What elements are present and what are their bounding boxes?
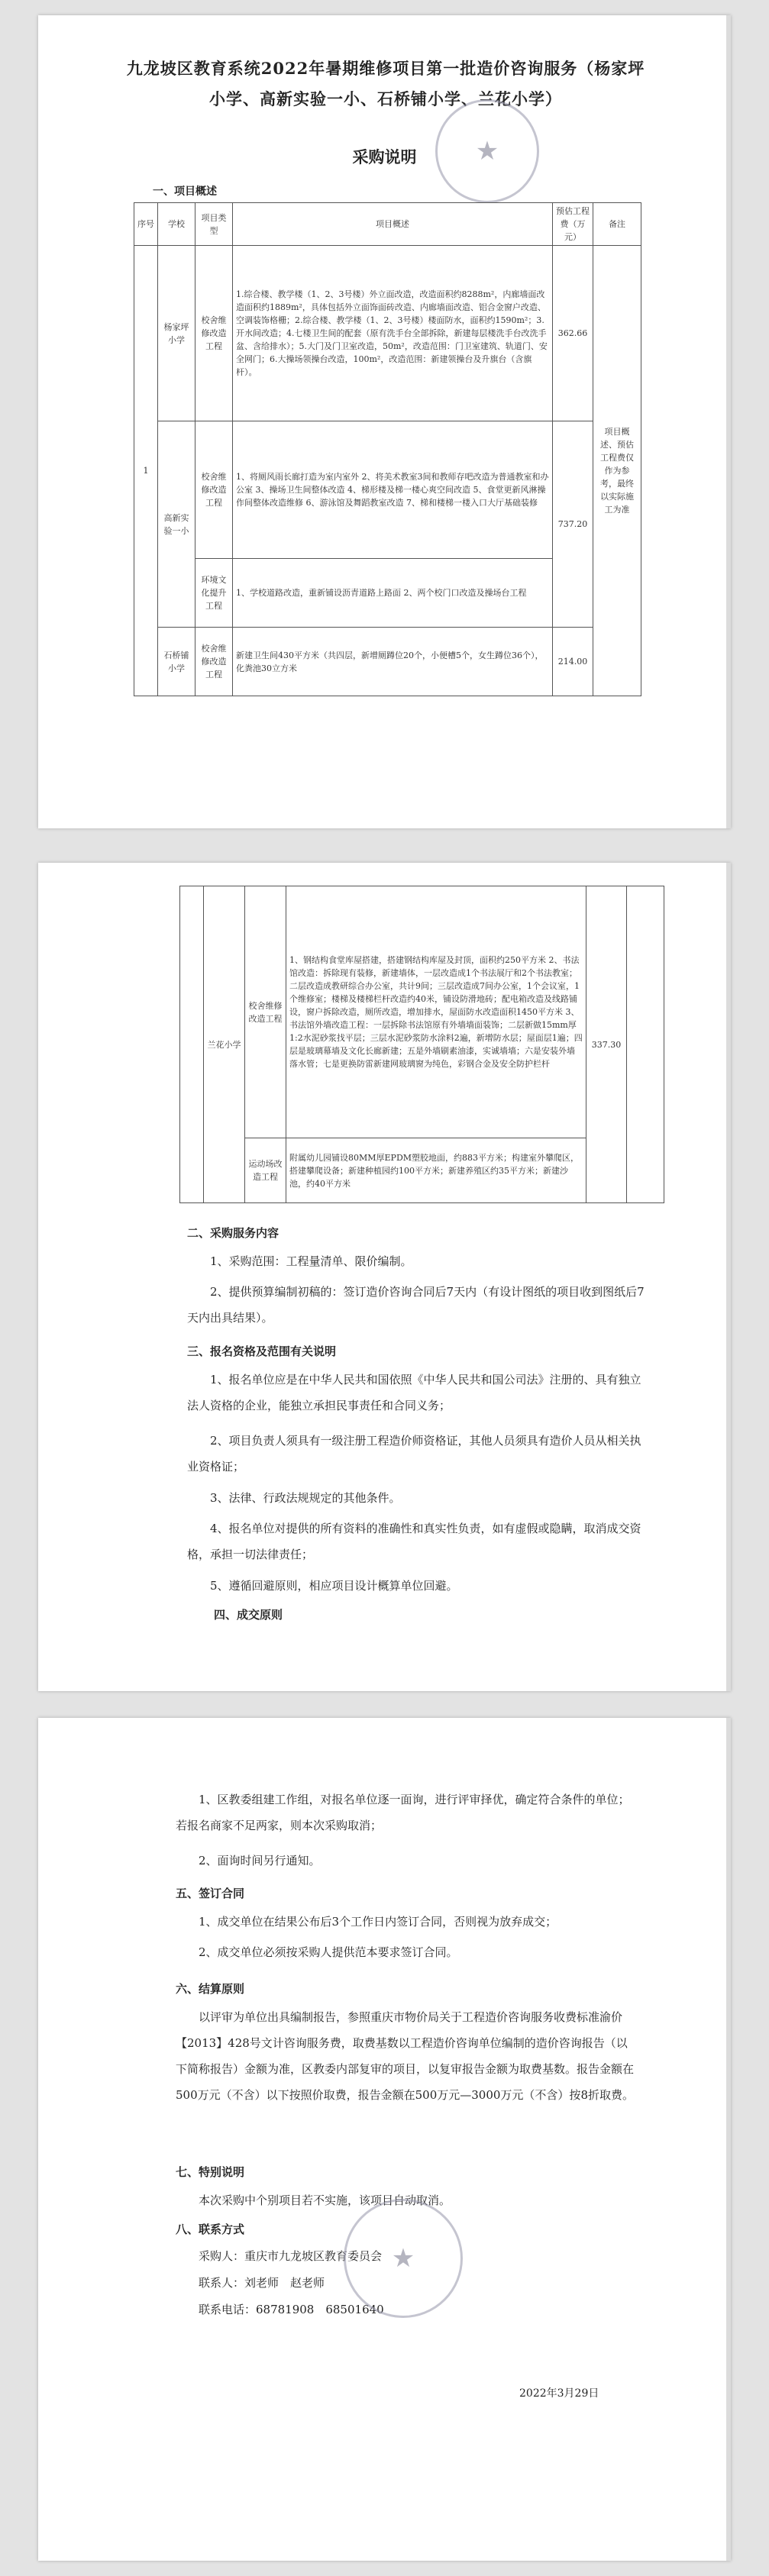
cell-budget: 337.30 [586, 886, 627, 1203]
project-table [134, 202, 641, 696]
document-title: 九龙坡区教育系统2022年暑期维修项目第一批造价咨询服务（杨家坪小学、高新实验一小、石桥铺小学、兰花小学） [126, 59, 645, 108]
official-seal: ★ [435, 99, 539, 203]
cell-summary: 1.综合楼、教学楼（1、2、3号楼）外立面改造，改造面积约8288m²，内廊墙面改造面积约1889m²，具体包括外立面饰面砖改造、内廊墙面改造、铝合金窗户改造、空调装饰格栅；2.综合楼、教学楼（1、2、3号楼）楼面防水，面积约1590m²；3.开水间改造；4.七楼卫生间的配套（原有洗手台全部拆除，新建每层楼洗手台改洗手盆、含给排水）；5.大门及门卫室改造，50m²，改造范围：门卫室建筑、轨道门、安全网门；6.大操场领操台改造，100m²，改造范围：新建领操台及升旗台（含旗杆）。 [233, 246, 553, 421]
contact-phone: 联系电话：68781908 68501640 [199, 2303, 384, 2316]
scan-edge [726, 1718, 731, 2561]
page-2 [38, 863, 731, 1691]
cell-summary: 1、钢结构食堂库屋搭建，搭建钢结构库屋及封顶，面积约250平方米 2、书法馆改造：拆除现有装修，新建墙体，一层改造成1个书法展厅和2个书法教室；二层改造成教研综合办公室，共计9间；三层改造成7间办公室，1个会议室，1个维修室；楼梯及楼梯栏杆改造约40米，铺设防滑地砖；配电箱改造及线路铺设，窗户拆除改造，厕所改造，增加排水，屋面防水改造面积1450平方米 3、书法馆外墙改造工程：一层拆除书法馆原有外墙墙面装饰；二层新做15mm厚1:2水泥砂浆找平层；三层水泥砂浆防水涂料2遍，新增防水层；屋面层1遍；四层是玻璃幕墙及文化长廊新建；五是外墙刷素油漆，实诚墙墙；六是安装外墙落水管；七是更换防雷新建网玻璃窗为纯色，彩钢合金及安全防护栏杆 [286, 886, 586, 1138]
col-school: 学校 [158, 203, 195, 246]
cell-school: 高新实验一小 [158, 421, 195, 628]
col-budget: 预估工程费（万元） [553, 203, 593, 246]
table-row [180, 886, 664, 1138]
scan-edge [726, 863, 731, 1691]
cell-note [627, 886, 664, 1203]
cell-budget: 737.20 [553, 421, 593, 628]
document-date: 2022年3月29日 [519, 2387, 599, 2400]
section-3-item: 5、遵循回避原则，相应项目设计概算单位回避。 [210, 1579, 458, 1593]
cell-summary: 新建卫生间430平方米（共四层，新增厕蹲位20个，小便槽5个，女生蹲位36个），化粪池30立方米 [233, 628, 553, 696]
section-8-heading: 八、联系方式 [176, 2223, 245, 2236]
cell-budget: 214.00 [553, 628, 593, 696]
col-type: 项目类型 [195, 203, 233, 246]
cell-school: 石桥铺小学 [158, 628, 195, 696]
section-3-item: 1、报名单位应是在中华人民共和国依照《中华人民共和国公司法》注册的、具有独立法人资格的企业，能独立承担民事责任和合同义务； [187, 1373, 641, 1412]
section-4-item: 2、面询时间另行通知。 [199, 1854, 321, 1867]
contact-buyer: 采购人：重庆市九龙坡区教育委员会 [199, 2249, 383, 2263]
section-2-item: 1、采购范围：工程量清单、限价编制。 [210, 1254, 412, 1268]
official-seal: ★ [344, 2199, 463, 2318]
page-3 [38, 1718, 731, 2561]
cell-type: 校舍维修改造工程 [195, 628, 233, 696]
cell-type: 环境文化提升工程 [195, 559, 233, 628]
cell-no: 1 [134, 246, 158, 696]
section-3-item: 2、项目负责人须具有一级注册工程造价师资格证，其他人员须具有造价人员从相关执业资格证； [187, 1434, 641, 1474]
section-3-item: 4、报名单位对提供的所有资料的准确性和真实性负责，如有虚假或隐瞒，取消成交资格，承担一切法律责任； [187, 1522, 641, 1561]
section-7-heading: 七、特别说明 [176, 2165, 245, 2179]
cell-school: 杨家坪小学 [158, 246, 195, 421]
cell-budget: 362.66 [553, 246, 593, 421]
table-row [134, 628, 641, 696]
cell-no [180, 886, 204, 1203]
cell-type: 校舍维修改造工程 [245, 886, 286, 1138]
section-4-heading: 四、成交原则 [214, 1608, 283, 1622]
col-no: 序号 [134, 203, 158, 246]
cell-summary: 附属幼儿园铺设80MM厚EPDM塑胶地面，约883平方米；构建室外攀爬区，搭建攀爬设备；新建种植园约100平方米；新建养殖区约35平方米；新建沙池，约40平方米 [286, 1138, 586, 1203]
table-row [134, 246, 641, 421]
section-5-item: 1、成交单位在结果公布后3个工作日内签订合同，否则视为放弃成交； [199, 1915, 557, 1929]
cell-summary: 1、将厕风雨长廊打造为室内室外 2、将美术教室3间和教师存吧改造为普通教室和办公室 3、操场卫生间整体改造 4、梯形楼及梯一楼心爽空间改造 5、食堂更新风淋操作间整体改造维修 6、游泳馆及舞蹈教室改造 7、梯和楼梯一楼入口大厅基础装修 [233, 421, 553, 559]
section-6-text: 以评审为单位出具编制报告，参照重庆市物价局关于工程造价咨询服务收费标准渝价【2013】428号文计咨询服务费，取费基数以工程造价咨询单位编制的造价咨询报告（以下简称报告）金额为准，区教委内部复审的项目，以复审报告金额为取费基数。报告金额在500万元（不含）以下按照价取费，报告金额在500万元—3000万元（不含）按8折取费。 [176, 2010, 635, 2102]
col-summary: 项目概述 [233, 203, 553, 246]
cell-school: 兰花小学 [204, 886, 245, 1203]
section-5-item: 2、成交单位必须按采购人提供范本要求签订合同。 [199, 1945, 458, 1959]
section-6-heading: 六、结算原则 [176, 1982, 245, 1996]
project-table-continued [179, 886, 664, 1203]
section-5-heading: 五、签订合同 [176, 1887, 245, 1900]
cell-note: 项目概述、预估工程费仅作为参考，最终以实际施工为准 [593, 246, 641, 696]
scan-edge [726, 15, 731, 828]
section-4-item: 1、区教委组建工作组，对报名单位逐一面询，进行评审择优，确定符合条件的单位；若报名商家不足两家，则本次采购取消； [176, 1793, 630, 1832]
contact-person: 联系人：刘老师 赵老师 [199, 2276, 325, 2290]
document-subtitle: 采购说明 [352, 147, 417, 166]
cell-type: 校舍维修改造工程 [195, 421, 233, 559]
section-2-item: 2、提供预算编制初稿的：签订造价咨询合同后7天内（有设计图纸的项目收到图纸后7天内出具结果）。 [187, 1285, 645, 1325]
section-1-heading: 一、项目概述 [153, 186, 217, 198]
section-7-text: 本次采购中个别项目若不实施，该项目自动取消。 [199, 2193, 451, 2207]
cell-type: 运动场改造工程 [245, 1138, 286, 1203]
cell-type: 校舍维修改造工程 [195, 246, 233, 421]
table-header-row [134, 203, 641, 246]
table-row [134, 421, 641, 559]
section-3-heading: 三、报名资格及范围有关说明 [187, 1344, 337, 1358]
col-note: 备注 [593, 203, 641, 246]
cell-summary: 1、学校道路改造，重新铺设沥青道路上路面 2、两个校门口改造及操场台工程 [233, 559, 553, 628]
section-3-item: 3、法律、行政法规规定的其他条件。 [210, 1491, 401, 1505]
page-1 [38, 15, 731, 828]
section-2-heading: 二、采购服务内容 [187, 1226, 279, 1240]
